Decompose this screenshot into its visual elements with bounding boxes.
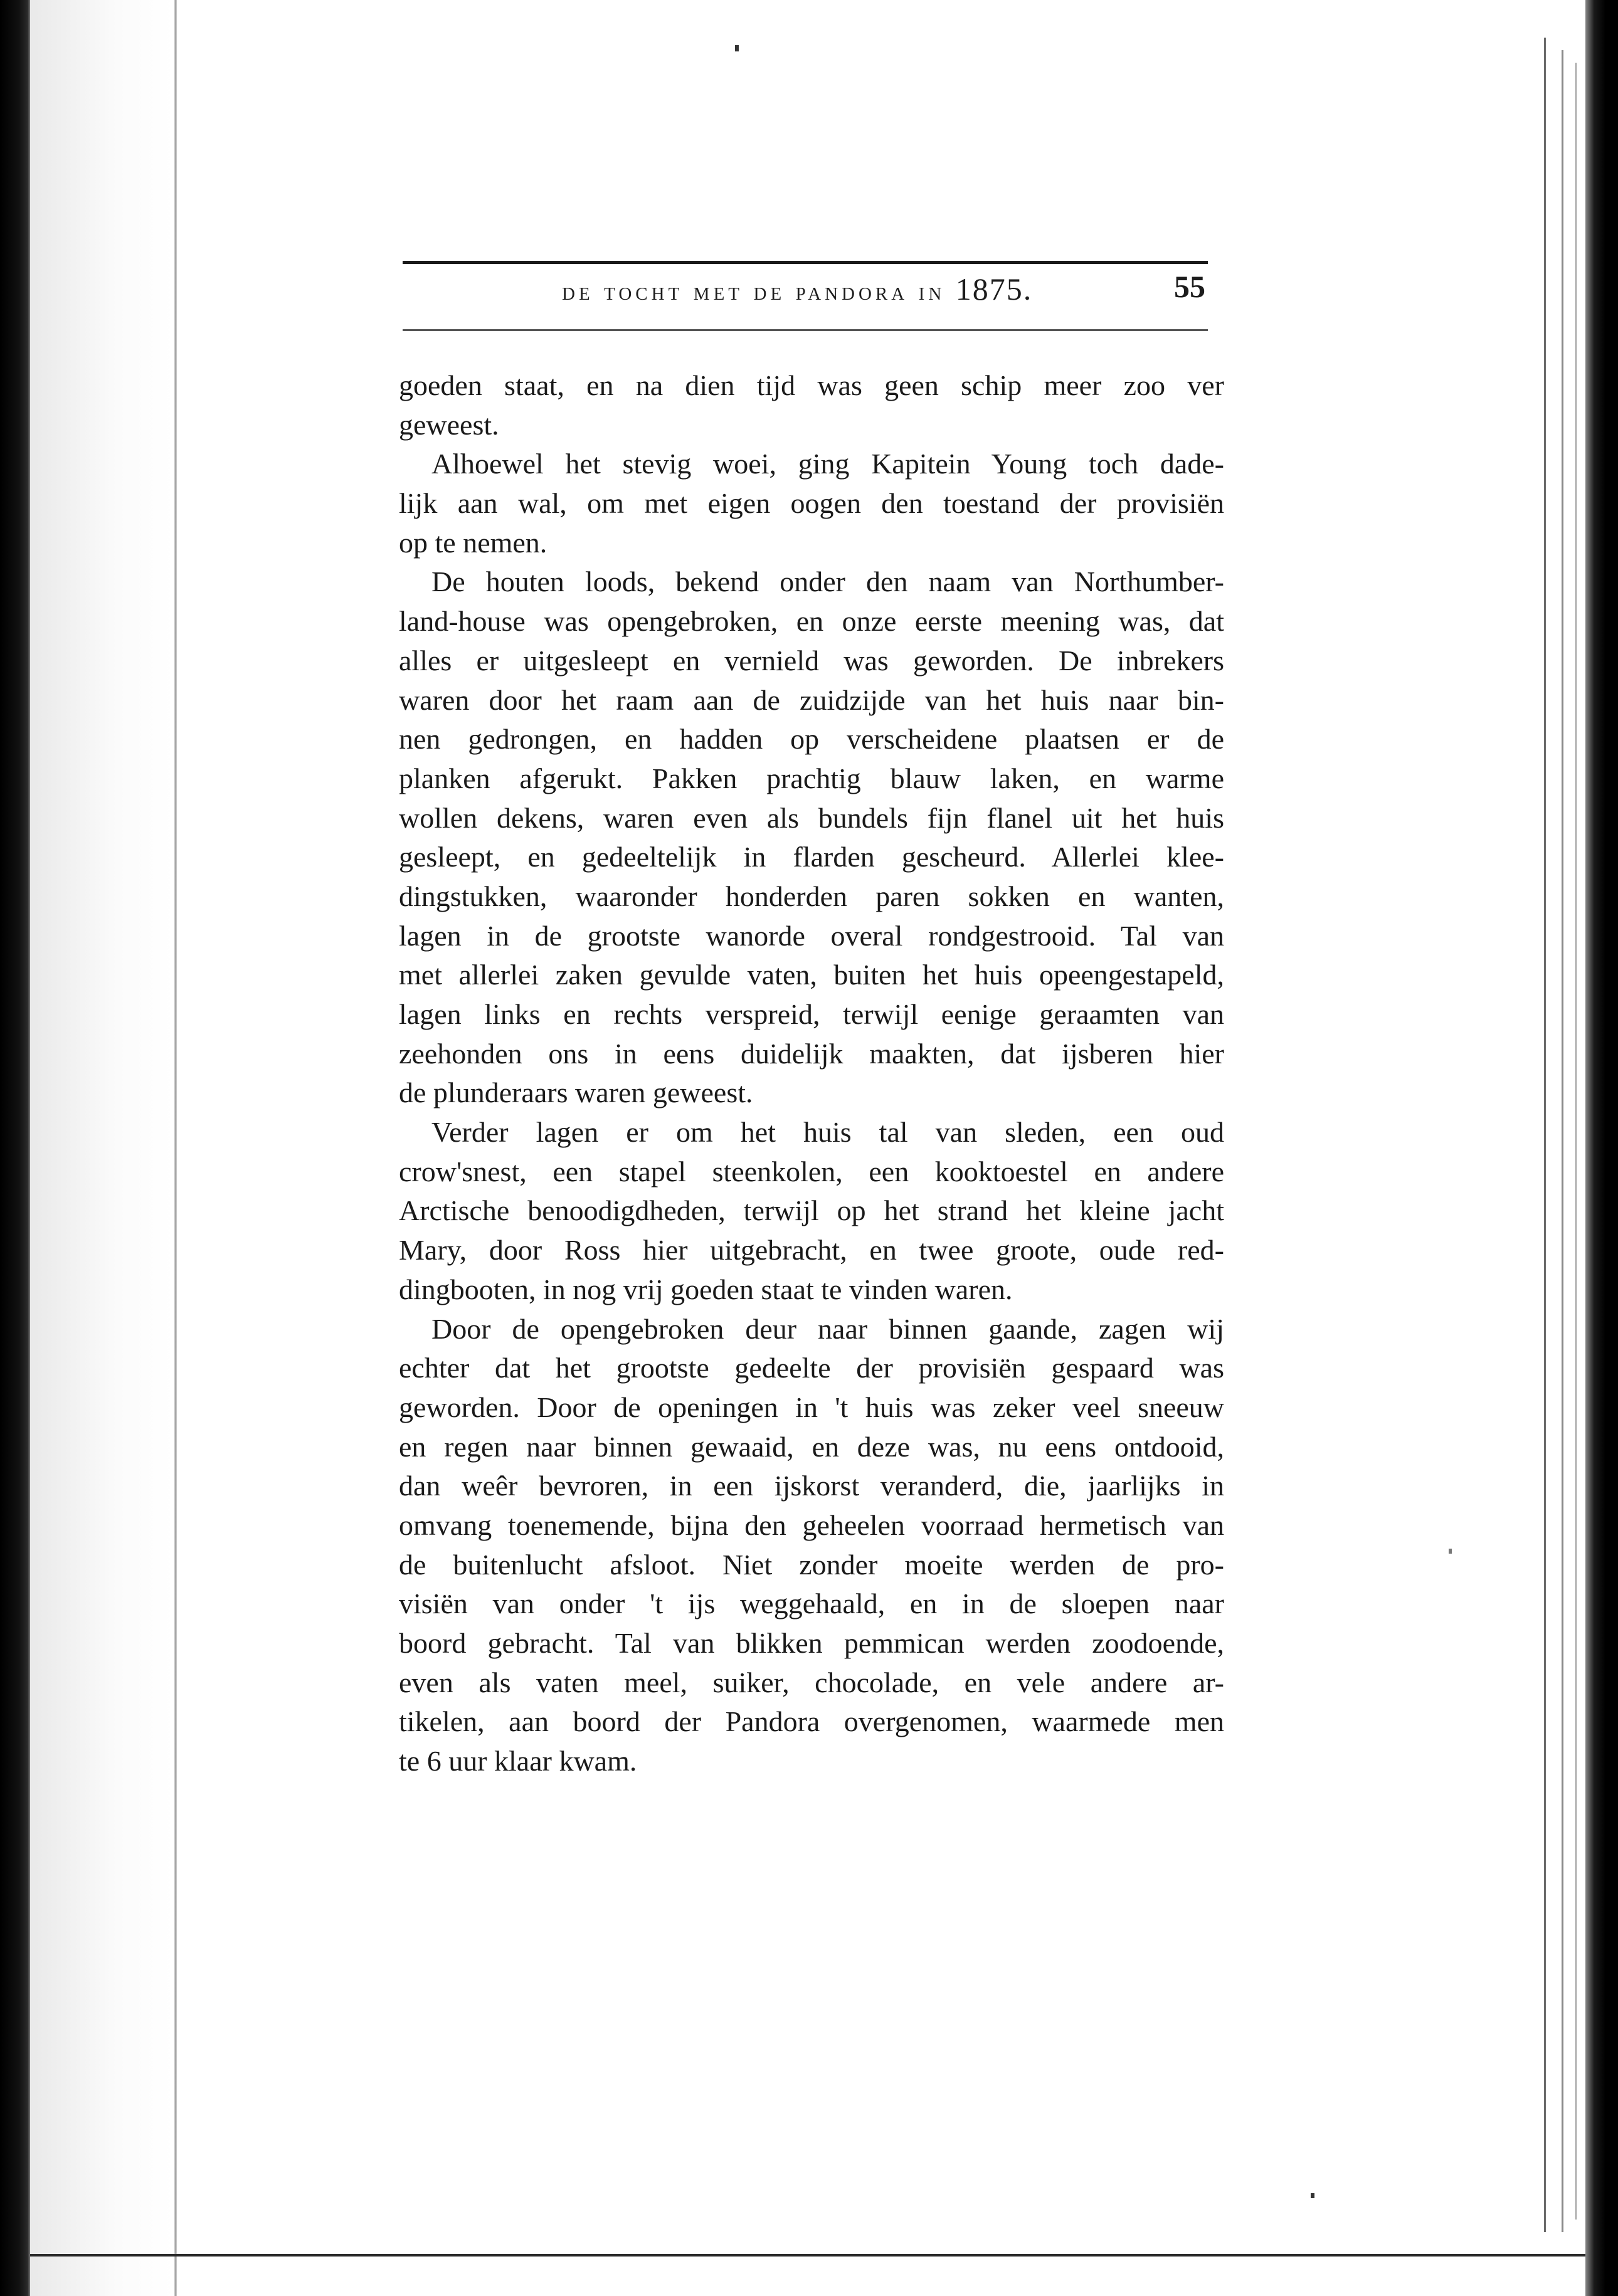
text-line: Alhoewel het stevig woei, ging Kapitein Young toch dade- [431,448,1224,480]
text-line: en regen naar binnen gewaaid, en deze was, nu eens ontdooid, [399,1430,1224,1463]
text-line: Door de opengebroken deur naar binnen gaande, zagen wij [431,1312,1224,1345]
speck [1311,2193,1314,2198]
header-rule-top [403,261,1208,264]
text-line: De houten loods, bekend onder den naam van Northumber- [431,566,1224,598]
text-line: waren door het raam aan de zuidzijde van het huis naar bin- [399,683,1224,716]
text-line: dingstukken, waaronder honderden paren sokken en wanten, [399,880,1224,912]
text-line: lagen links en rechts verspreid, terwijl eenige geraamten van [399,998,1224,1030]
text-line: tikelen, aan boord der Pandora overgenomen, waarmede men [399,1705,1224,1738]
text-line: echter dat het grootste gedeelte der provisiën gespaard was [399,1352,1224,1384]
text-line: visiën van onder 't ijs weggehaald, en in de sloepen naar [399,1588,1224,1620]
text-line: Verder lagen er om het huis tal van sleden, een oud [431,1116,1224,1149]
body-text [399,366,1224,1781]
header-rule-bottom [403,329,1208,331]
text-line: nen gedrongen, en hadden op verscheidene plaatsen er de [399,723,1224,756]
text-line: dingbooten, in nog vrij goeden staat te vinden waren. [399,1273,1013,1305]
running-title: de tocht met de pandora in [562,277,946,306]
text-line: zeehonden ons in eens duidelijk maakten, dat ijsberen hier [399,1037,1224,1070]
text-line: boord gebracht. Tal van blikken pemmican werden zoodoende, [399,1627,1224,1659]
spine-line [174,0,177,2296]
page-edge-right-inner [1562,50,1563,2232]
text-line: wollen dekens, waren even als bundels fijn flanel uit het huis [399,801,1224,834]
text-line: dan weêr bevroren, in een ijskorst veranderd, die, jaarlijks in [399,1470,1224,1502]
text-line: geweest. [399,408,499,441]
text-line: Arctische benoodigdheden, terwijl op het strand het kleine jacht [399,1194,1224,1227]
text-line: Mary, door Ross hier uitgebracht, en twee groote, oude red- [399,1234,1224,1266]
text-line: lijk aan wal, om met eigen oogen den toestand der provisiën [399,487,1224,520]
text-line: te 6 uur klaar kwam. [399,1745,637,1777]
scan-edge-left [0,0,30,2296]
text-line: gesleept, en gedeeltelijk in flarden gescheurd. Allerlei klee- [399,841,1224,873]
running-year: 1875. [955,271,1033,307]
speck [735,45,739,51]
text-line: even als vaten meel, suiker, chocolade, en vele andere ar- [399,1666,1224,1698]
page-edge-right [1544,38,1546,2232]
text-line: omvang toenemende, bijna den geheelen voorraad hermetisch van [399,1509,1224,1541]
text-line: land-house was opengebroken, en onze eerste meening was, dat [399,605,1224,638]
text-line: geworden. Door de openingen in 't huis was zeker veel sneeuw [399,1391,1224,1423]
text-line: de plunderaars waren geweest. [399,1077,753,1109]
text-line: goeden staat, en na dien tijd was geen schip meer zoo ver [399,369,1224,401]
scan-edge-right [1585,0,1618,2296]
text-line: crow'snest, een stapel steenkolen, een kooktoestel en andere [399,1155,1224,1187]
scan-edge-bottom [30,2254,1585,2257]
speck [1449,1549,1452,1554]
spine-shadow [30,0,174,2296]
text-line: met allerlei zaken gevulde vaten, buiten het huis opeengestapeld, [399,959,1224,991]
text-line: de buitenlucht afsloot. Niet zonder moeite werden de pro- [399,1548,1224,1581]
running-head [562,271,1032,307]
text-line: op te nemen. [399,526,547,559]
text-line: alles er uitgesleept en vernield was geworden. De inbrekers [399,644,1224,677]
page-number: 55 [1174,269,1205,304]
text-line: planken afgerukt. Pakken prachtig blauw laken, en warme [399,762,1224,794]
page-edge-right-outer [1575,63,1577,2220]
text-line: lagen in de grootste wanorde overal rondgestrooid. Tal van [399,919,1224,952]
